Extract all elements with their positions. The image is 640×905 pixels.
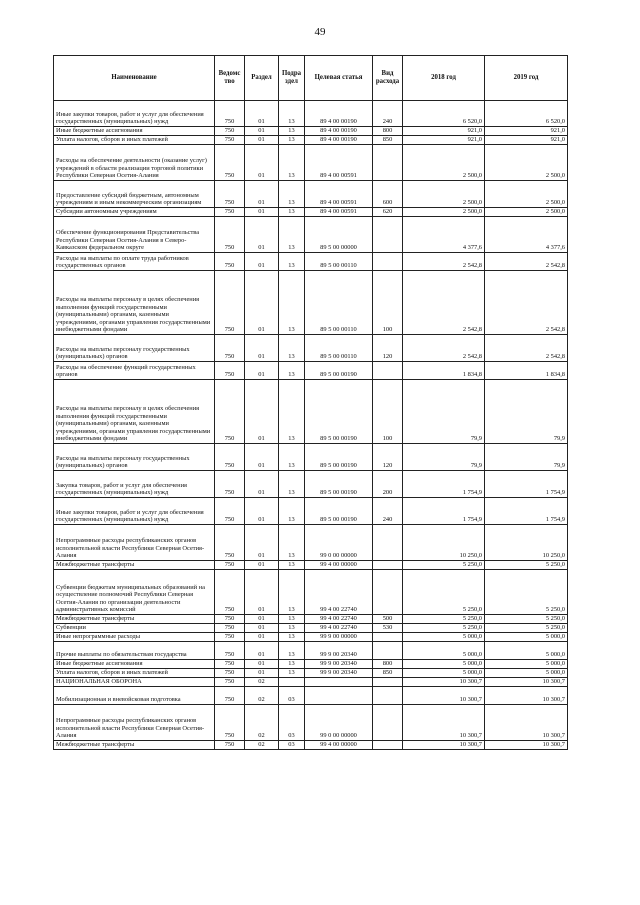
cell-target-article: 89 4 00 00591: [305, 145, 373, 181]
cell-2018: 2 542,8: [403, 271, 485, 335]
cell-target-article: 99 4 00 22740: [305, 570, 373, 615]
cell-2018: 2 500,0: [403, 145, 485, 181]
cell-2018: 5 000,0: [403, 642, 485, 660]
cell-expense-type: 120: [373, 335, 403, 362]
cell-expense-type: 240: [373, 498, 403, 525]
cell-target-article: 89 5 00 00190: [305, 498, 373, 525]
header-2019: 2019 год: [485, 56, 568, 101]
cell-name: Обеспечение функционирования Представительства Республики Северная Осетия-Алания в Северо-Кавказском федеральном округе: [54, 217, 215, 253]
cell-subsection: 13: [279, 362, 305, 380]
cell-section: 01: [245, 642, 279, 660]
cell-target-article: 89 5 00 00110: [305, 335, 373, 362]
cell-subsection: [279, 678, 305, 687]
cell-name: Расходы на обеспечение функций государственных органов: [54, 362, 215, 380]
table-row: [54, 127, 568, 136]
cell-2019: 10 300,7: [485, 705, 568, 741]
cell-expense-type: 850: [373, 136, 403, 145]
cell-subsection: 13: [279, 380, 305, 444]
cell-2019: 921,0: [485, 136, 568, 145]
cell-2018: 1 834,8: [403, 362, 485, 380]
cell-subsection: 13: [279, 181, 305, 208]
cell-department: 750: [215, 615, 245, 624]
table-row: [54, 217, 568, 253]
cell-2019: 921,0: [485, 127, 568, 136]
cell-section: 01: [245, 633, 279, 642]
header-expense-type: Вид расхода: [373, 56, 403, 101]
cell-2018: 5 000,0: [403, 633, 485, 642]
cell-2018: 5 250,0: [403, 570, 485, 615]
cell-target-article: 99 0 00 00000: [305, 705, 373, 741]
cell-section: 01: [245, 471, 279, 498]
cell-2018: 10 300,7: [403, 741, 485, 750]
cell-target-article: 99 9 00 20340: [305, 642, 373, 660]
cell-expense-type: 500: [373, 615, 403, 624]
cell-name: Непрограммные расходы республиканских органов исполнительной власти Республики Северная Осетия-Алания: [54, 525, 215, 561]
cell-target-article: [305, 687, 373, 705]
cell-2018: 5 000,0: [403, 660, 485, 669]
cell-2019: 5 000,0: [485, 660, 568, 669]
cell-expense-type: 800: [373, 660, 403, 669]
cell-expense-type: 100: [373, 271, 403, 335]
cell-department: 750: [215, 101, 245, 127]
cell-name: Прочие выплаты по обязательствам государства: [54, 642, 215, 660]
cell-expense-type: 620: [373, 208, 403, 217]
cell-department: 750: [215, 362, 245, 380]
page-number: 49: [314, 26, 326, 38]
table-row: [54, 362, 568, 380]
table-row: [54, 181, 568, 208]
cell-department: 750: [215, 145, 245, 181]
cell-section: 01: [245, 362, 279, 380]
cell-department: 750: [215, 678, 245, 687]
cell-department: 750: [215, 705, 245, 741]
cell-expense-type: [373, 217, 403, 253]
table-header-row: [54, 56, 568, 101]
cell-name: Уплата налогов, сборов и иных платежей: [54, 669, 215, 678]
cell-department: 750: [215, 642, 245, 660]
table-row: [54, 741, 568, 750]
cell-expense-type: [373, 741, 403, 750]
cell-target-article: 89 5 00 00110: [305, 271, 373, 335]
cell-expense-type: 120: [373, 444, 403, 471]
cell-expense-type: 800: [373, 127, 403, 136]
cell-name: Непрограммные расходы республиканских органов исполнительной власти Республики Северная Осетия-Алания: [54, 705, 215, 741]
cell-target-article: 99 9 00 20340: [305, 669, 373, 678]
table-row: [54, 642, 568, 660]
cell-section: 01: [245, 615, 279, 624]
table-row: [54, 271, 568, 335]
cell-department: 750: [215, 741, 245, 750]
cell-subsection: 03: [279, 741, 305, 750]
cell-2018: 79,9: [403, 444, 485, 471]
cell-2018: 2 500,0: [403, 208, 485, 217]
header-name: Наименование: [54, 56, 215, 101]
cell-subsection: 13: [279, 217, 305, 253]
table-row: [54, 335, 568, 362]
cell-name: НАЦИОНАЛЬНАЯ ОБОРОНА: [54, 678, 215, 687]
cell-2018: 10 300,7: [403, 687, 485, 705]
table-row: [54, 633, 568, 642]
cell-2018: 2 542,8: [403, 253, 485, 271]
cell-department: 750: [215, 498, 245, 525]
table-row: [54, 561, 568, 570]
cell-expense-type: [373, 705, 403, 741]
cell-expense-type: 600: [373, 181, 403, 208]
cell-subsection: 13: [279, 669, 305, 678]
table-row: [54, 687, 568, 705]
header-section: Раздел: [245, 56, 279, 101]
cell-name: Уплата налогов, сборов и иных платежей: [54, 136, 215, 145]
cell-section: 02: [245, 741, 279, 750]
cell-2018: 5 250,0: [403, 615, 485, 624]
cell-department: 750: [215, 136, 245, 145]
cell-2019: 2 500,0: [485, 181, 568, 208]
cell-section: 01: [245, 145, 279, 181]
cell-section: 01: [245, 101, 279, 127]
cell-2018: 4 377,6: [403, 217, 485, 253]
cell-2018: 79,9: [403, 380, 485, 444]
cell-section: 01: [245, 127, 279, 136]
cell-expense-type: [373, 145, 403, 181]
cell-target-article: 89 5 00 00190: [305, 380, 373, 444]
cell-section: 02: [245, 678, 279, 687]
cell-name: Расходы на выплаты персоналу государственных (муниципальных) органов: [54, 335, 215, 362]
budget-table: [53, 55, 568, 750]
cell-target-article: 99 9 00 00000: [305, 633, 373, 642]
cell-2019: 2 542,8: [485, 335, 568, 362]
table-row: [54, 208, 568, 217]
cell-2018: 5 250,0: [403, 624, 485, 633]
header-target-article: Целевая статья: [305, 56, 373, 101]
cell-subsection: 13: [279, 208, 305, 217]
cell-2018: 5 000,0: [403, 669, 485, 678]
cell-name: Закупка товаров, работ и услуг для обеспечения государственных (муниципальных) нужд: [54, 471, 215, 498]
cell-subsection: 13: [279, 615, 305, 624]
cell-subsection: 13: [279, 271, 305, 335]
cell-name: Межбюджетные трансферты: [54, 615, 215, 624]
cell-2018: 5 250,0: [403, 561, 485, 570]
cell-section: 01: [245, 181, 279, 208]
cell-2019: 10 300,7: [485, 678, 568, 687]
cell-expense-type: 850: [373, 669, 403, 678]
cell-2019: 5 000,0: [485, 642, 568, 660]
cell-target-article: 99 0 00 00000: [305, 525, 373, 561]
cell-section: 01: [245, 217, 279, 253]
cell-2018: 921,0: [403, 136, 485, 145]
table-row: [54, 136, 568, 145]
cell-2019: 10 300,7: [485, 687, 568, 705]
cell-target-article: 89 4 00 00591: [305, 208, 373, 217]
cell-section: 01: [245, 561, 279, 570]
cell-name: Межбюджетные трансферты: [54, 741, 215, 750]
cell-subsection: 13: [279, 136, 305, 145]
cell-expense-type: [373, 633, 403, 642]
cell-department: 750: [215, 624, 245, 633]
cell-name: Предоставление субсидий бюджетным, автономным учреждениям и иным некоммерческим организациям: [54, 181, 215, 208]
table-row: [54, 253, 568, 271]
cell-target-article: 89 4 00 00591: [305, 181, 373, 208]
cell-name: Иные непрограммные расходы: [54, 633, 215, 642]
table-row: [54, 624, 568, 633]
cell-2019: 10 250,0: [485, 525, 568, 561]
cell-name: Иные закупки товаров, работ и услуг для обеспечения государственных (муниципальных) нужд: [54, 498, 215, 525]
cell-target-article: 89 5 00 00190: [305, 362, 373, 380]
cell-department: 750: [215, 471, 245, 498]
cell-department: 750: [215, 561, 245, 570]
cell-2019: 2 500,0: [485, 145, 568, 181]
cell-expense-type: [373, 678, 403, 687]
cell-2019: 10 300,7: [485, 741, 568, 750]
cell-expense-type: [373, 525, 403, 561]
cell-subsection: 13: [279, 335, 305, 362]
cell-section: 01: [245, 253, 279, 271]
cell-2019: 2 542,8: [485, 271, 568, 335]
cell-target-article: 99 9 00 20340: [305, 660, 373, 669]
cell-department: 750: [215, 217, 245, 253]
cell-target-article: 99 4 00 00000: [305, 561, 373, 570]
cell-section: 01: [245, 669, 279, 678]
table-row: [54, 678, 568, 687]
cell-2018: 6 520,0: [403, 101, 485, 127]
cell-subsection: 13: [279, 498, 305, 525]
cell-2018: 1 754,9: [403, 498, 485, 525]
cell-department: 750: [215, 525, 245, 561]
table-row: [54, 615, 568, 624]
cell-department: 750: [215, 633, 245, 642]
cell-2019: 6 520,0: [485, 101, 568, 127]
cell-2019: 79,9: [485, 444, 568, 471]
cell-name: Иные закупки товаров, работ и услуг для обеспечения государственных (муниципальных) нужд: [54, 101, 215, 127]
cell-2019: 1 754,9: [485, 471, 568, 498]
cell-subsection: 13: [279, 633, 305, 642]
header-subsection: Подра здел: [279, 56, 305, 101]
cell-expense-type: 530: [373, 624, 403, 633]
cell-name: Иные бюджетные ассигнования: [54, 660, 215, 669]
cell-section: 01: [245, 660, 279, 669]
cell-2018: 10 250,0: [403, 525, 485, 561]
cell-subsection: 13: [279, 444, 305, 471]
cell-expense-type: 200: [373, 471, 403, 498]
table-row: [54, 471, 568, 498]
cell-target-article: 89 4 00 00190: [305, 127, 373, 136]
cell-name: Субсидии автономным учреждениям: [54, 208, 215, 217]
cell-2019: 4 377,6: [485, 217, 568, 253]
cell-2019: 2 500,0: [485, 208, 568, 217]
cell-expense-type: [373, 561, 403, 570]
cell-target-article: [305, 678, 373, 687]
cell-subsection: 13: [279, 101, 305, 127]
cell-department: 750: [215, 271, 245, 335]
cell-target-article: 99 4 00 00000: [305, 741, 373, 750]
cell-name: Межбюджетные трансферты: [54, 561, 215, 570]
cell-department: 750: [215, 669, 245, 678]
cell-department: 750: [215, 127, 245, 136]
header-department: Ведомс тво: [215, 56, 245, 101]
table-body: [54, 101, 568, 750]
header-2018: 2018 год: [403, 56, 485, 101]
cell-department: 750: [215, 208, 245, 217]
cell-target-article: 89 5 00 00190: [305, 471, 373, 498]
cell-department: 750: [215, 380, 245, 444]
cell-section: 01: [245, 444, 279, 471]
cell-name: Расходы на выплаты персоналу в целях обеспечения выполнения функций государственными (муниципальными) органами, казенными учреждениями, органами управления государственными внебюджетными фондами: [54, 380, 215, 444]
cell-section: 01: [245, 271, 279, 335]
cell-name: Иные бюджетные ассигнования: [54, 127, 215, 136]
cell-2018: 1 754,9: [403, 471, 485, 498]
cell-2018: 921,0: [403, 127, 485, 136]
cell-expense-type: [373, 642, 403, 660]
cell-section: 02: [245, 705, 279, 741]
cell-2018: 2 500,0: [403, 181, 485, 208]
table-row: [54, 145, 568, 181]
cell-section: 02: [245, 687, 279, 705]
cell-section: 01: [245, 498, 279, 525]
cell-department: 750: [215, 570, 245, 615]
cell-expense-type: [373, 362, 403, 380]
cell-department: 750: [215, 660, 245, 669]
cell-expense-type: 100: [373, 380, 403, 444]
cell-subsection: 03: [279, 687, 305, 705]
cell-target-article: 99 4 00 22740: [305, 615, 373, 624]
cell-section: 01: [245, 525, 279, 561]
cell-department: 750: [215, 335, 245, 362]
cell-target-article: 89 5 00 00190: [305, 444, 373, 471]
cell-name: Субвенции бюджетам муниципальных образований на осуществление полномочий Республики Северная Осетия-Алания по организации деятельности административных комиссий: [54, 570, 215, 615]
cell-2019: 79,9: [485, 380, 568, 444]
cell-section: 01: [245, 624, 279, 633]
cell-section: 01: [245, 208, 279, 217]
cell-section: 01: [245, 335, 279, 362]
cell-department: 750: [215, 444, 245, 471]
cell-expense-type: 240: [373, 101, 403, 127]
cell-subsection: 13: [279, 660, 305, 669]
table-row: [54, 570, 568, 615]
cell-subsection: 13: [279, 570, 305, 615]
cell-target-article: 89 5 00 00110: [305, 253, 373, 271]
cell-target-article: 89 5 00 00000: [305, 217, 373, 253]
cell-2019: 1 754,9: [485, 498, 568, 525]
cell-name: Расходы на выплаты персоналу в целях обеспечения выполнения функций государственными (муниципальными) органами, казенными учреждениями, органами управления государственными внебюджетными фондами: [54, 271, 215, 335]
cell-section: 01: [245, 136, 279, 145]
table-row: [54, 525, 568, 561]
cell-name: Субвенции: [54, 624, 215, 633]
cell-2019: 5 250,0: [485, 624, 568, 633]
cell-target-article: 99 4 00 22740: [305, 624, 373, 633]
cell-subsection: 13: [279, 624, 305, 633]
cell-section: 01: [245, 570, 279, 615]
cell-2019: 5 250,0: [485, 615, 568, 624]
table-row: [54, 705, 568, 741]
cell-2019: 5 250,0: [485, 570, 568, 615]
table-row: [54, 444, 568, 471]
table-row: [54, 498, 568, 525]
cell-section: 01: [245, 380, 279, 444]
table-row: [54, 669, 568, 678]
cell-expense-type: [373, 570, 403, 615]
cell-subsection: 03: [279, 705, 305, 741]
cell-2018: 10 300,7: [403, 678, 485, 687]
cell-subsection: 13: [279, 145, 305, 181]
cell-2019: 2 542,8: [485, 253, 568, 271]
cell-2019: 5 000,0: [485, 633, 568, 642]
cell-name: Расходы на обеспечение деятельности (оказание услуг) учреждений в области реализации торговой политики Республики Северная Осетия-Алания: [54, 145, 215, 181]
table-row: [54, 660, 568, 669]
cell-department: 750: [215, 181, 245, 208]
cell-expense-type: [373, 253, 403, 271]
cell-subsection: 13: [279, 253, 305, 271]
cell-target-article: 89 4 00 00190: [305, 101, 373, 127]
cell-department: 750: [215, 687, 245, 705]
cell-2018: 2 542,8: [403, 335, 485, 362]
cell-department: 750: [215, 253, 245, 271]
cell-subsection: 13: [279, 561, 305, 570]
cell-2019: 5 000,0: [485, 669, 568, 678]
cell-subsection: 13: [279, 525, 305, 561]
cell-subsection: 13: [279, 127, 305, 136]
cell-2019: 5 250,0: [485, 561, 568, 570]
cell-subsection: 13: [279, 471, 305, 498]
cell-2018: 10 300,7: [403, 705, 485, 741]
table-row: [54, 101, 568, 127]
cell-target-article: 89 4 00 00190: [305, 136, 373, 145]
cell-name: Расходы на выплаты персоналу государственных (муниципальных) органов: [54, 444, 215, 471]
table-row: [54, 380, 568, 444]
cell-expense-type: [373, 687, 403, 705]
cell-subsection: 13: [279, 642, 305, 660]
cell-2019: 1 834,8: [485, 362, 568, 380]
cell-name: Мобилизационная и вневойсковая подготовка: [54, 687, 215, 705]
cell-name: Расходы на выплаты по оплате труда работников государственных органов: [54, 253, 215, 271]
